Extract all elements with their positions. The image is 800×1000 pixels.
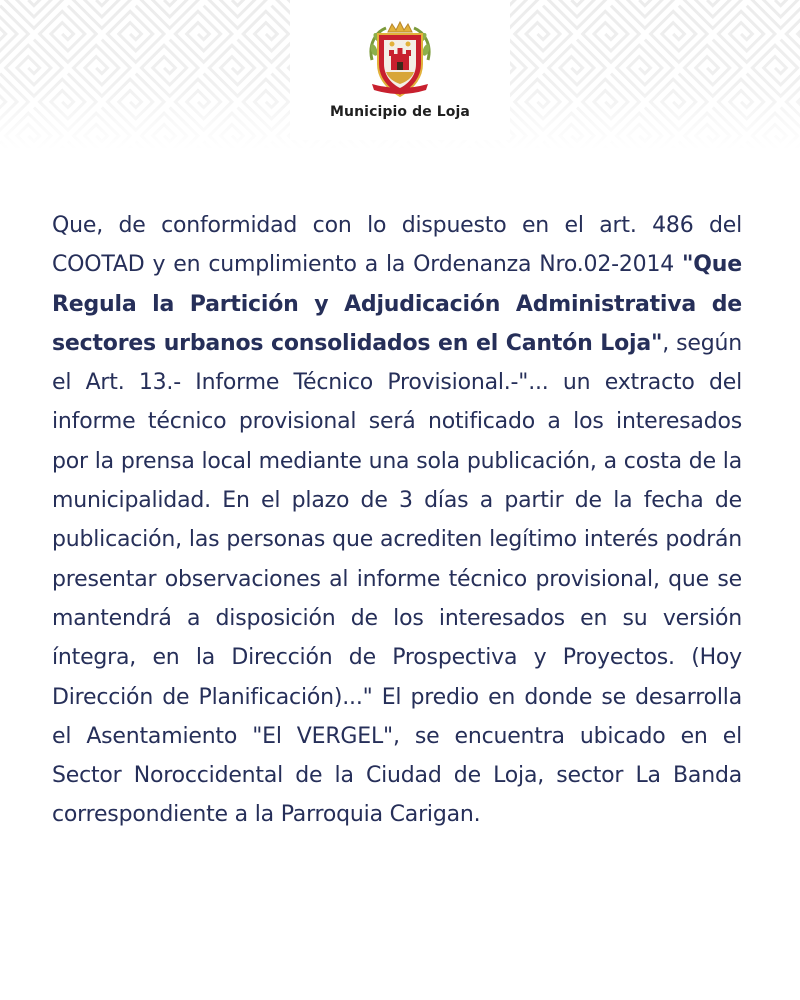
municipal-coat-of-arms-icon [364,20,436,98]
notice-paragraph [52,206,742,835]
notice-text-part1: Que, de conformidad con lo dispuesto en el art. 486 del COOTAD y en cumplimiento a la Ordenanza Nro.02-2014 [52,213,742,278]
header [0,0,800,150]
ordinance-title: "Que Regula la Partición y Adjudicación Administrativa de sectores urbanos consolidados en el Cantón Loja" [52,252,742,356]
notice-text-part2: , según el Art. 13.- Informe Técnico Provisional.-"... un extracto del informe técnico provisional será notificado a los interesados por la prensa local mediante una sola publicación, a costa de la municipalidad. En el plazo de 3 días a partir de la fecha de publicación, las personas que acrediten legítimo interés podrán presentar observaciones al informe técnico provisional, que se mantendrá a disposición de los interesados en su versión íntegra, en la Dirección de Prospectiva y Proyectos. (Hoy Dirección de Planificación)..." El predio en donde se desarrolla el Asentamiento "El VERGEL", se encuentra ubicado en el Sector Noroccidental de la Ciudad de Loja, sector La Banda correspondiente a la Parroquia Carigan. [52,330,742,828]
brand-name: Municipio de Loja [330,104,470,120]
